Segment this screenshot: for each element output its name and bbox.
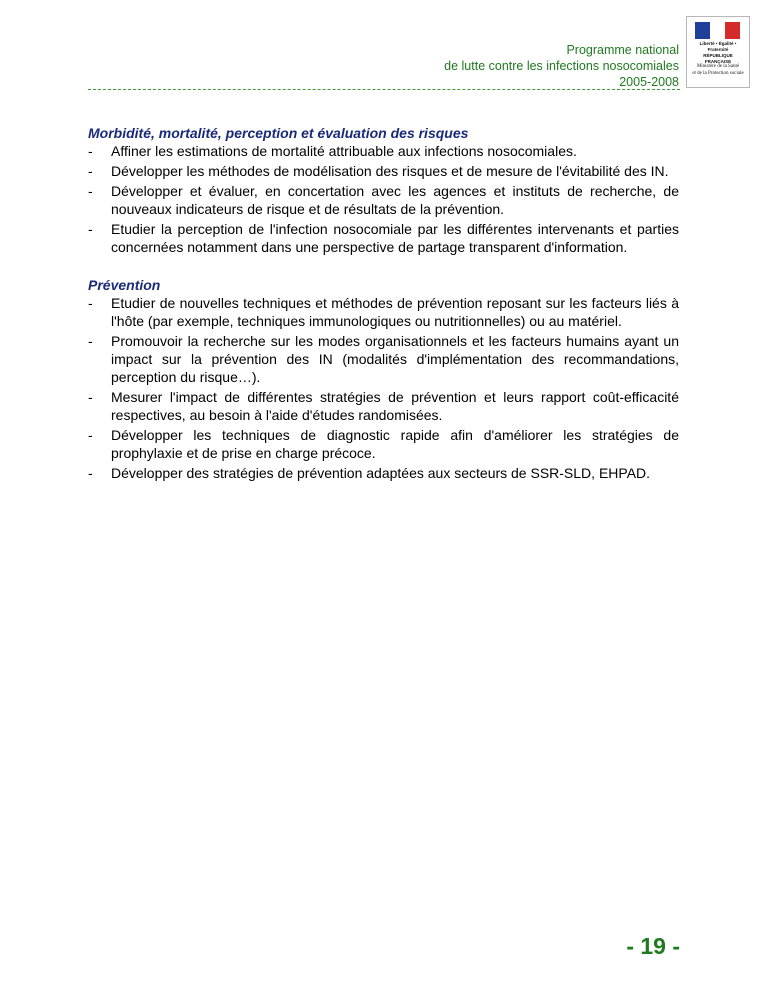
logo-ministry: Ministère de la Santé et de la Protection sociale (692, 64, 744, 76)
document-header (444, 42, 679, 90)
list-item: - Affiner les estimations de mortalité attribuable aux infections nosocomiales. (88, 143, 577, 159)
republique-francaise-logo (686, 16, 750, 88)
section-title: Prévention (88, 277, 161, 293)
list-item: - Etudier de nouvelles techniques et méthodes de prévention reposant sur les facteurs liés à l'hôte (par exemple, techniques immunologiques ou nutritionnelles) ou au matériel. (88, 295, 679, 329)
logo-motto: Liberté • Égalité • Fraternité RÉPUBLIQUE FRANÇAISE (699, 41, 737, 64)
list-item: - Développer les techniques de diagnostic rapide afin d'améliorer les stratégies de prophylaxie et de prise en charge précoce. (88, 427, 679, 461)
bullet-list (88, 294, 679, 482)
section-risques (88, 124, 679, 256)
header-divider (88, 89, 680, 90)
page-number: - 19 - (626, 933, 680, 959)
list-item: - Mesurer l'impact de différentes stratégies de prévention et leurs rapport coût-efficacité respectives, au besoin à l'aide d'études randomisées. (88, 389, 679, 423)
list-item: - Développer des stratégies de prévention adaptées aux secteurs de SSR-SLD, EHPAD. (88, 465, 651, 481)
document-body (88, 124, 679, 484)
list-item: - Développer et évaluer, en concertation avec les agences et instituts de recherche, de nouveaux indicateurs de risque et de résultats de la prévention. (88, 183, 679, 217)
list-item: - Etudier la perception de l'infection nosocomiale par les différentes intervenants et parties concernées notamment dans une perspective de partage transparent d'information. (88, 221, 679, 255)
bullet-list (88, 142, 679, 256)
list-item: - Développer les méthodes de modélisation des risques et de mesure de l'évitabilité des IN. (88, 163, 669, 179)
header-line-1: Programme national (566, 43, 679, 57)
french-flag-icon (695, 22, 740, 39)
section-prevention (88, 276, 679, 482)
header-line-2: de lutte contre les infections nosocomiales (444, 59, 679, 73)
section-title: Morbidité, mortalité, perception et évaluation des risques (88, 125, 469, 141)
header-line-3: 2005-2008 (619, 75, 679, 89)
list-item: - Promouvoir la recherche sur les modes organisationnels et les facteurs humains ayant un impact sur la prévention des IN (modalités d'implémentation des recommandations, perception du risque…). (88, 333, 679, 385)
